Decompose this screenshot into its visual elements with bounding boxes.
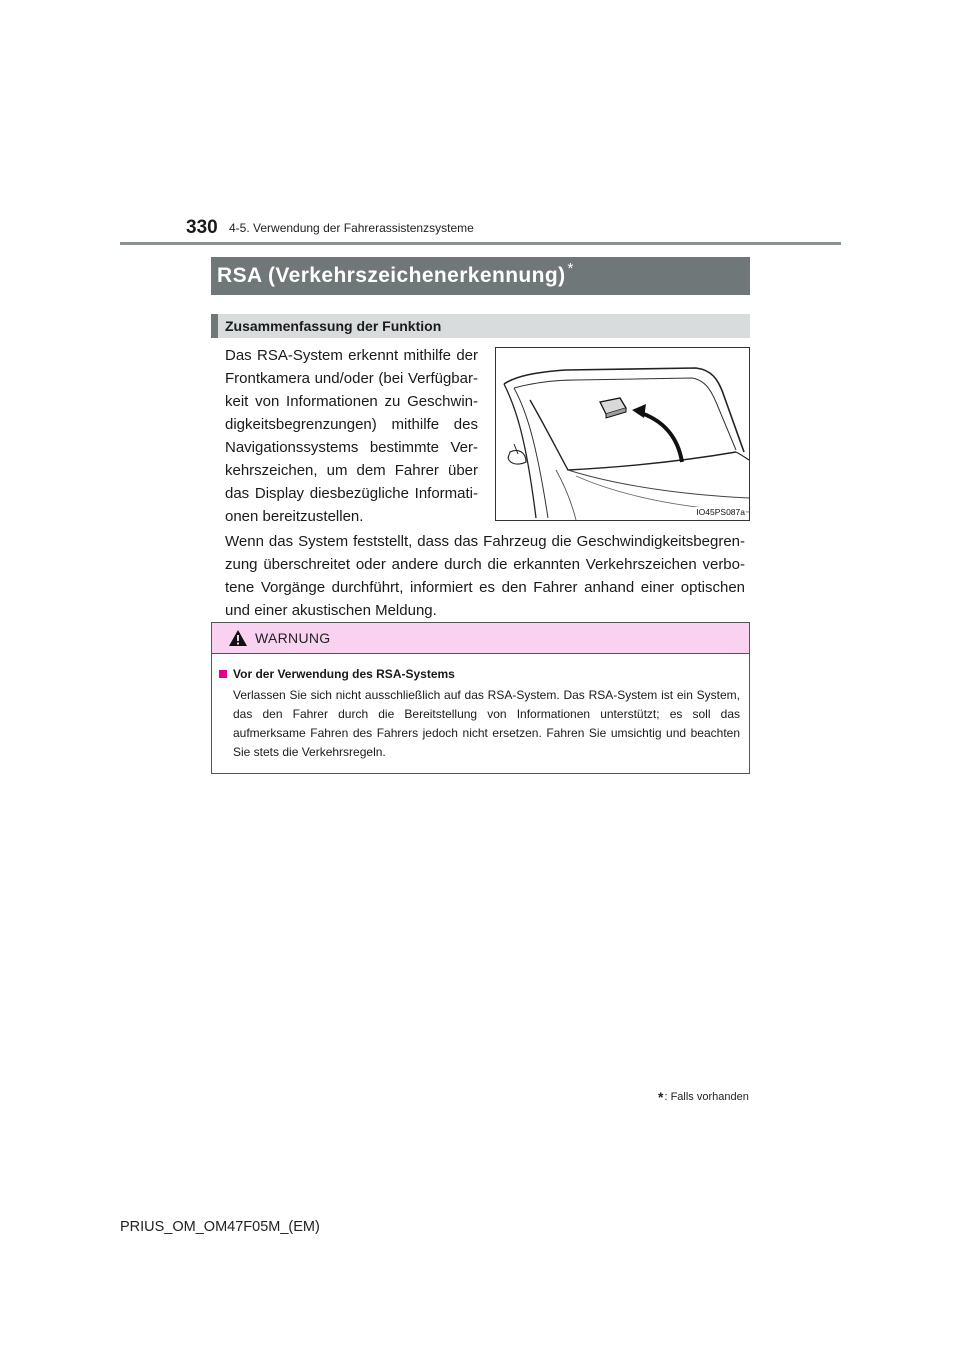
- main-paragraph: Wenn das System feststellt, dass das Fahrzeug die Geschwindigkeitsbegren-zung überschreitet oder andere durch die erkannten Verkehrszeichen verbo-tene Vorgänge durchführt, informiert es den Fahrer anhand einer optischen und einer akustischen Meldung.: [225, 533, 745, 619]
- page-title: RSA (Verkehrszeichenerkennung): [217, 264, 566, 287]
- warning-item-heading: [219, 667, 455, 681]
- header-divider: [120, 242, 841, 245]
- footnote-text: : Falls vorhanden: [664, 1091, 749, 1103]
- figure-code: IO45PS087a: [696, 507, 745, 517]
- warning-item-title: Vor der Verwendung des RSA-Systems: [233, 667, 455, 681]
- page-title-bar: [211, 257, 750, 295]
- warning-header: [212, 623, 749, 654]
- warning-item-text: Verlassen Sie sich nicht ausschließlich auf das RSA-System. Das RSA-System ist ein System, das den Fahrer durch die Bereitstellung von Informationen unterstützt; es soll das aufmerksame Fahren des Fahrers jedoch nicht ersetzen. Fahren Sie umsichtig und beachten Sie stets die Verkehrsregeln.: [233, 688, 740, 759]
- windshield-camera-illustration: [496, 348, 749, 520]
- intro-paragraph: Das RSA-System erkennt mithilfe der Frontkamera und/oder (bei Verfügbar-keit von Informationen zu Geschwin-digkeitsbegrenzungen) mithilfe des Navigationssystems bestimmte Ver-kehrszeichen, um dem Fahrer über das Display diesbezügliche Informati-onen bereitzustellen.: [225, 347, 478, 525]
- warning-title: WARNUNG: [255, 630, 331, 646]
- warning-box: [211, 622, 750, 774]
- footnote: [658, 1089, 749, 1105]
- footer-document-code: PRIUS_OM_OM47F05M_(EM): [120, 1219, 320, 1235]
- section-title: 4-5. Verwendung der Fahrerassistenzsysteme: [229, 221, 474, 235]
- title-asterisk: *: [567, 259, 574, 277]
- subheading: Zusammenfassung der Funktion: [211, 314, 750, 338]
- warning-triangle-icon: [228, 629, 248, 647]
- square-bullet-icon: [219, 670, 227, 678]
- footnote-asterisk: *: [658, 1089, 664, 1105]
- page-number: 330: [186, 217, 218, 238]
- windshield-camera-figure: [495, 347, 750, 521]
